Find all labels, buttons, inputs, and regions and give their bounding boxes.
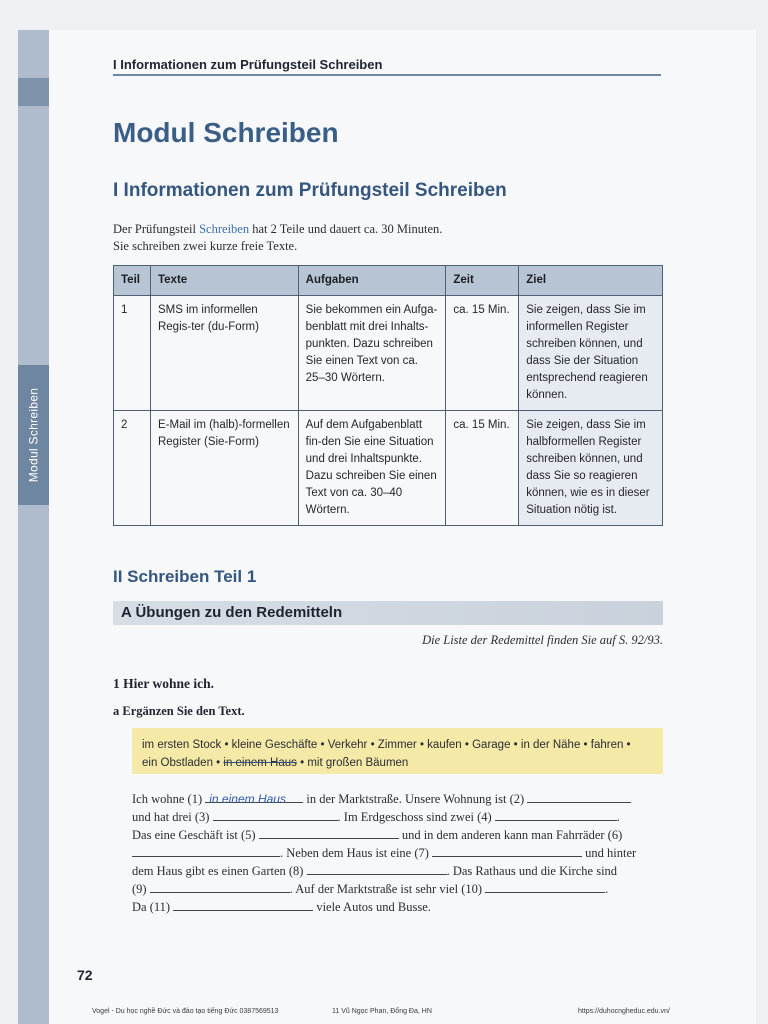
gap-text-segment: . Im Erdgeschoss sind zwei (4)	[337, 810, 492, 824]
gap-blank-3[interactable]	[213, 808, 338, 821]
section1-heading: I Informationen zum Prüfungsteil Schreiben	[113, 180, 507, 201]
cell-zeit: ca. 15 Min.	[446, 411, 519, 526]
gap-text-segment: und hat drei (3)	[132, 810, 210, 824]
gap-blank-2[interactable]	[527, 790, 631, 803]
cell-ziel: Sie zeigen, dass Sie im halbformellen Register schreiben können, und dass Sie so reagieren können, wie es in dieser Situation nötig ist.	[519, 411, 663, 526]
word-box	[132, 728, 663, 774]
side-strip-marker	[18, 78, 49, 106]
cell-teil: 2	[114, 411, 151, 526]
gap-text-segment: in der Marktstraße. Unsere Wohnung ist (2)	[306, 792, 525, 806]
cell-ziel: Sie zeigen, dass Sie im informellen Register schreiben können, und dass Sie der Situation entsprechend reagieren können.	[519, 296, 663, 411]
gap-text-segment: Ich wohne (1)	[132, 792, 203, 806]
header-rule	[113, 74, 661, 76]
intro-line2: Sie schreiben zwei kurze freie Texte.	[113, 239, 298, 253]
gap-text-segment: .	[605, 882, 609, 896]
gap-blank-8[interactable]	[307, 862, 447, 875]
page-title: Modul Schreiben	[113, 117, 339, 148]
cell-teil: 1	[114, 296, 151, 411]
col-header-texte: Texte	[150, 266, 298, 296]
exercise-instruction: a Ergänzen Sie den Text.	[113, 704, 245, 718]
gap-blank-9[interactable]	[150, 880, 290, 893]
side-strip	[18, 30, 49, 1024]
gap-text-segment: . Das Rathaus und die Kirche sind	[446, 864, 618, 878]
gap-text-segment: viele Autos und Busse.	[316, 900, 431, 914]
gap-text-segment: Da (11)	[132, 900, 171, 914]
gap-blank-11[interactable]	[173, 898, 313, 911]
table-row	[114, 296, 663, 411]
gap-blank-1[interactable]	[205, 790, 303, 806]
col-header-aufgaben: Aufgaben	[298, 266, 446, 296]
word-list-line2b: • mit großen Bäumen	[296, 757, 409, 769]
gap-blank-5[interactable]	[259, 826, 399, 839]
intro-pre: Der Prüfungsteil	[113, 222, 200, 236]
footer	[0, 1008, 768, 1020]
gap-text-segment: und in dem anderen kann man Fahrräder (6)	[401, 828, 623, 842]
side-tab	[18, 365, 49, 505]
section2-heading: II Schreiben Teil 1	[113, 567, 257, 586]
exercise-heading: 1 Hier wohne ich.	[113, 676, 214, 691]
redemittel-note: Die Liste der Redemittel finden Sie auf S. 92/93.	[422, 633, 663, 647]
col-header-teil: Teil	[114, 266, 151, 296]
word-list-line2a: ein Obstladen •	[142, 757, 224, 769]
table-row	[114, 411, 663, 526]
gap-text-segment: .	[616, 810, 620, 824]
footer-link[interactable]: https://duhocngheduc.edu.vn/	[578, 1008, 670, 1015]
gap-text-segment: . Auf der Marktstraße ist sehr viel (10)	[289, 882, 483, 896]
cell-texte: E-Mail im (halb)-formellen Register (Sie-Form)	[150, 411, 298, 526]
side-tab-label: Modul Schreiben	[26, 387, 41, 483]
subsection-bar	[113, 601, 663, 625]
gap-text-segment: . Neben dem Haus ist eine (7)	[280, 846, 429, 860]
cell-aufgaben: Sie bekommen ein Aufga-benblatt mit drei Inhalts-punkten. Dazu schreiben Sie einen Text von ca. 25–30 Wörtern.	[298, 296, 446, 411]
col-header-ziel: Ziel	[519, 266, 663, 296]
gap-text-segment: (9)	[132, 882, 147, 896]
gap-text-segment: und hinter	[585, 846, 637, 860]
gap-blank-7[interactable]	[432, 844, 582, 857]
word-list-line1: im ersten Stock • kleine Geschäfte • Verkehr • Zimmer • kaufen • Garage • in der Nähe • fahren •	[142, 739, 631, 751]
footer-left: Vogel - Du học nghề Đức và đào tạo tiếng Đức 0387569513	[92, 1008, 279, 1015]
table-header-row	[114, 266, 663, 296]
gap-blank-4[interactable]	[495, 808, 617, 821]
page-number: 72	[77, 967, 93, 983]
gap-blank-6[interactable]	[132, 844, 280, 857]
gap-text-segment: dem Haus gibt es einen Garten (8)	[132, 864, 304, 878]
word-list	[142, 736, 652, 772]
cell-zeit: ca. 15 Min.	[446, 296, 519, 411]
footer-middle: 11 Vũ Ngọc Phan, Đống Đa, HN	[332, 1008, 432, 1015]
cell-aufgaben: Auf dem Aufgabenblatt fin-den Sie eine Situation und drei Inhaltspunkte. Dazu schreiben Sie einen Text von ca. 30–40 Wörtern.	[298, 411, 446, 526]
intro-post: hat 2 Teile und dauert ca. 30 Minuten.	[249, 222, 443, 236]
handwritten-answer: in einem Haus	[209, 792, 286, 806]
col-header-zeit: Zeit	[446, 266, 519, 296]
exam-info-table	[113, 265, 663, 526]
subsection-title: A Übungen zu den Redemitteln	[121, 604, 343, 621]
gap-text-segment: Das eine Geschäft ist (5)	[132, 828, 256, 842]
cell-texte: SMS im informellen Regis-ter (du-Form)	[150, 296, 298, 411]
intro-highlight: Schreiben	[199, 222, 250, 236]
gap-blank-10[interactable]	[485, 880, 605, 893]
intro-text	[113, 221, 613, 255]
word-used-struck: in einem Haus	[223, 757, 297, 769]
gap-text	[132, 790, 672, 916]
running-head: I Informationen zum Prüfungsteil Schreiben	[113, 57, 383, 72]
